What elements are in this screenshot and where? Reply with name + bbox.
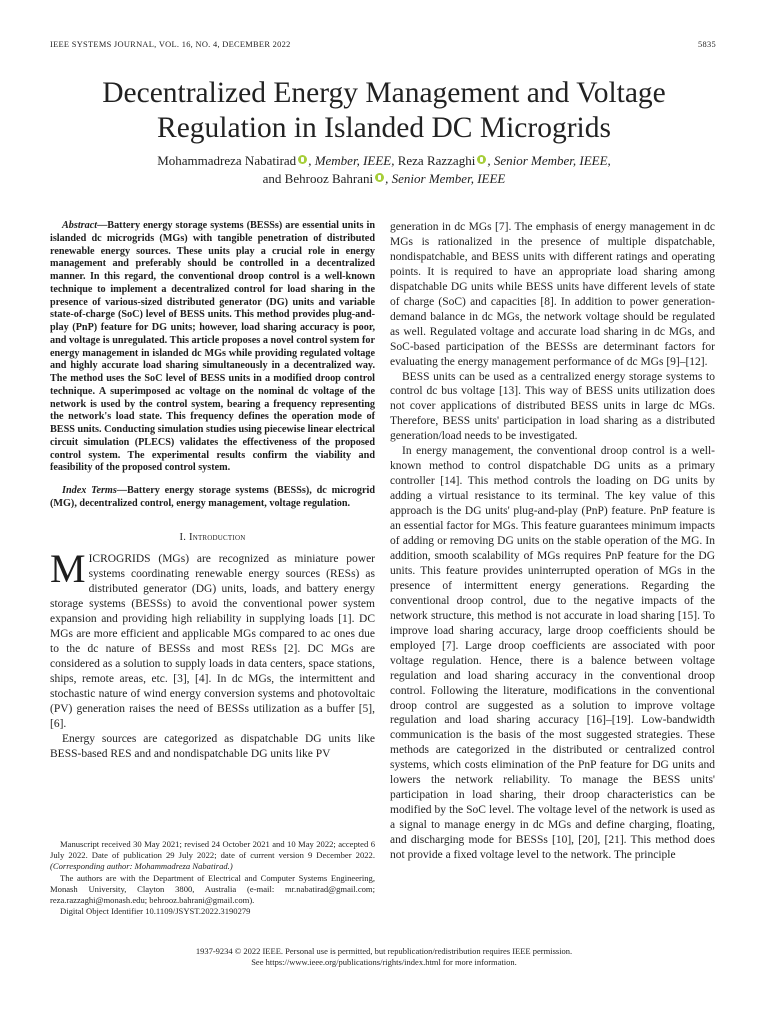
footnote-affiliation: The authors are with the Department of Electrical and Computer Systems Engineering, Monash University, Clayton 3800, Australia (e-mail: mr.nabatirad@gmail.com; reza.razzaghi@monash.edu; behrooz.bahrani@gmail.com). <box>50 872 375 906</box>
author-name: Mohammadreza Nabatirad <box>157 153 297 168</box>
copyright-notice <box>40 946 728 968</box>
section-heading <box>50 532 375 543</box>
footnotes <box>50 839 375 917</box>
author-role: , Senior Member, IEEE, <box>487 153 611 168</box>
right-column <box>390 220 715 863</box>
paper-title <box>40 76 728 146</box>
author-role: , Member, IEEE, <box>308 153 395 168</box>
abstract-lead: Abstract <box>62 220 98 231</box>
body-paragraph: generation in dc MGs [7]. The emphasis of energy management in dc MGs is rationalized in the presence of multiple dispatchable, nondispatchable, and BESS units with different ratings and operating points. It is required to have an appropriate load sharing among dispatchable DG units while BESS units have different levels of state of charge (SoC) and capacities [8]. In addition to power generation-demand balance in dc MGs, the network voltage should be regulated as well. Regulated voltage and accurate load sharing in dc MGs, and SoC-based participation of the BESSs are determinant factors for evaluating the energy management performance of dc MGs [9]–[12]. <box>390 221 715 368</box>
author-line-2 <box>40 170 728 188</box>
intro-paragraph-1 <box>50 545 375 732</box>
orcid-icon[interactable] <box>477 155 486 164</box>
orcid-icon[interactable] <box>298 155 307 164</box>
section-number: I. <box>179 531 187 543</box>
title-line-2: Regulation in Islanded DC Microgrids <box>157 112 611 144</box>
body-paragraph: BESS units can be used as a centralized energy storage systems to control dc bus voltage [13]. This way of BESS units utilization does not cover applications of distributed BESS units in large dc MGs. Therefore, BESS units' participation in load sharing as a distributed generation/load needs to be investigated. <box>390 370 715 443</box>
footnote-doi: Digital Object Identifier 10.1109/JSYST.2022.3190279 <box>60 906 251 917</box>
drop-cap: M <box>50 545 86 591</box>
index-terms-lead: Index Terms <box>62 485 117 496</box>
intro-paragraph-2: Energy sources are categorized as dispatchable DG units like BESS-based RES and and nondispatchable DG units like PV <box>50 732 375 760</box>
author-name: Reza Razzaghi <box>394 153 476 168</box>
author-list <box>40 152 728 188</box>
abstract-text: —Battery energy storage systems (BESSs) are essential units in islanded dc microgrids (MGs) with tangible penetration of distributed renewable energy sources. These units play a crucial role in energy management and preferably should be controlled in a decentralized manner. In this regard, the conventional droop control is a well-known technique to implement a decentralized control for load sharing in the presence of various-sized distributed generator (DG) units and variable state-of-charge (SoC) level of BESS units. This method provides plug-and-play (PnP) feature for DG units; however, load sharing accuracy is poor, and voltage is unregulated. This article proposes a novel control system for energy management in islanded dc MGs while providing regulated voltage and highly accurate load sharing simultaneously in a decentralized way. The method uses the SoC level of BESS units in a modified droop control technique. A superimposed ac voltage on the nominal dc voltage of the network is used by the control system, bearing a frequency representing the network's load state. This frequency defines the operation mode of BESS units. Conducting simulation studies using piecewise linear electrical circuit simulation (PLECS) validates the effectiveness of the proposed control system. The experimental results confirm the viability and feasibility of the proposed control system. <box>50 220 375 474</box>
footnote-manuscript <box>50 839 375 873</box>
intro-text-1: ICROGRIDS (MGs) are recognized as miniature power systems coordinating renewable energy sources (RESs) as distributed generator (DG) units, loads, and battery energy storage systems (BESSs) to avoid the conventional power system expansion and providing high reliability in supplying loads [1]. DC MGs are more efficient and applicable MGs compared to ac ones due to the dc nature of BESSs and most RESs [2]. DC MGs are considered as a solution to supply loads in data centers, space stations, ships, remote areas, etc. [3], [4]. In dc MGs, the intermittent and stochastic nature of wind energy conversion systems and photovoltaic (PV) generation raises the need of BESSs utilization as a buffer [5], [6]. <box>50 552 375 730</box>
copyright-line-2: See https://www.ieee.org/publications/rights/index.html for more information. <box>251 957 517 967</box>
journal-header: IEEE SYSTEMS JOURNAL, VOL. 16, NO. 4, DECEMBER 2022 <box>50 40 291 49</box>
orcid-icon[interactable] <box>375 173 384 182</box>
abstract <box>50 220 375 475</box>
section-title: Introduction <box>188 531 246 543</box>
corresponding-author: (Corresponding author: Mohammadreza Nabatirad.) <box>50 861 233 872</box>
copyright-line-1: 1937-9234 © 2022 IEEE. Personal use is permitted, but republication/redistribution requires IEEE permission. <box>195 946 573 956</box>
author-name: and Behrooz Bahrani <box>262 171 374 186</box>
left-column <box>50 220 375 762</box>
index-terms-text: —Battery energy storage systems (BESSs), dc microgrid (MG), decentralized control, energy management, voltage regulation. <box>50 485 375 509</box>
footnote-dates: Manuscript received 30 May 2021; revised 24 October 2021 and 10 May 2022; accepted 6 July 2022. Date of publication 29 July 2022; date of current version 9 December 2022. <box>50 839 375 861</box>
author-role: , Senior Member, IEEE <box>385 171 506 186</box>
page-number: 5835 <box>698 40 716 49</box>
title-line-1: Decentralized Energy Management and Voltage <box>102 77 666 109</box>
index-terms <box>50 485 375 511</box>
author-line-1 <box>40 152 728 170</box>
body-paragraph: In energy management, the conventional droop control is a well-known method to control dispatchable DG units as a primary controller [14]. This method controls the loading on DG units by adding a virtual resistance to its terminal. The key value of this approach is the DG units' plug-and-play (PnP) feature. PnP feature is an essential factor for MGs. This feature guarantees minimum impacts of adding or removing DG units on the stable operation of the MG. In addition, smooth scalability of MGs requires PnP feature for the DG units. This feature provides uninterrupted operation of MGs in the presence of intermittent energy generations. Regarding the conventional droop control, due to the negative impacts of the network structure, this method is not accurate in load sharing [15]. To improve load sharing accuracy, large droop coefficients should be employed [7]. Large droop coefficients are associated with poor voltage regulation. Hence, there is a balence between voltage regulation and load sharing accuracy in the conventional droop control. Following the literature, modifications in the conventional droop control are suggested as a solution to improve voltage regulation and load sharing accuracy [16]–[19]. Low-bandwidth communication is the basis of the most suggested strategies. These methods are categorized in the distributed or centralized control systems, which costs elimination of the PnP feature for DG units and lowers the network reliability. To manage the BESS units' participation in load sharing, their droop characteristics can be modified by the SoC level. The voltage level of the network is used as a signal to manage energy in dc MGs and define charging, floating, and discharging mode for BESSs [10], [20], [21]. This method does not provide a fixed voltage level to the network. The principle <box>390 445 715 862</box>
